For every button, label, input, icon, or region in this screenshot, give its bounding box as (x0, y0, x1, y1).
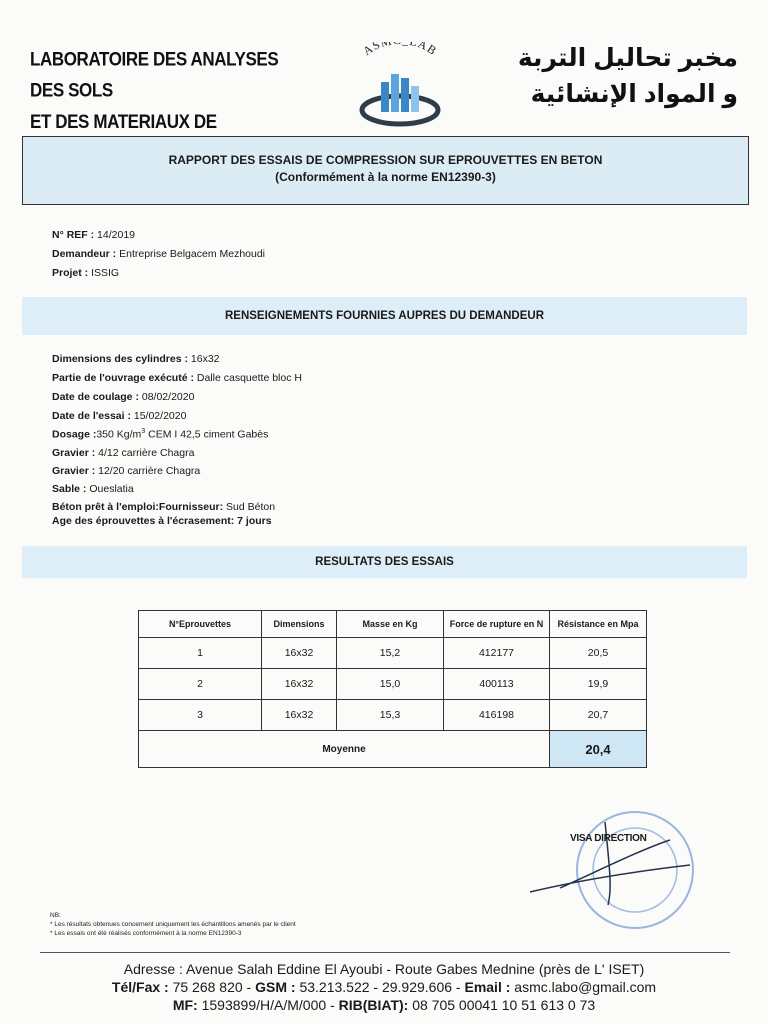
header-dimensions: Dimensions (262, 611, 337, 638)
rib-label: RIB(BIAT): (338, 997, 409, 1013)
visa-direction: VISA DIRECTION (570, 833, 647, 844)
age-label: Age des éprouvettes à l'écrasement: (52, 515, 235, 527)
direction-stamp (520, 810, 720, 940)
age-value: 7 jours (237, 515, 272, 527)
demandeur-label: Demandeur : (52, 248, 117, 260)
rib-value: 08 705 00041 10 51 613 0 73 (412, 997, 596, 1013)
lab-name-ar-line2: و المواد الإنشائية (530, 80, 738, 108)
header-eprouvettes: N°Eprouvettes (139, 611, 262, 638)
cell-force: 416198 (444, 700, 550, 731)
cell-eprouvette: 1 (139, 638, 262, 669)
dimensions-value: 16x32 (190, 353, 220, 365)
email-label: Email : (464, 979, 511, 995)
notes (50, 911, 296, 938)
note-1: * Les résultats obtenues concernent uniquement les échantillons amenés par le client (50, 921, 296, 928)
footer-contact (0, 979, 768, 995)
tel-label: Tél/Fax : (111, 979, 169, 995)
moyenne-value: 20,4 (550, 731, 647, 768)
table-row (139, 700, 647, 731)
table-row (139, 669, 647, 700)
cell-resistance: 20,7 (550, 700, 647, 731)
tel-value: 75 268 820 - (172, 979, 252, 995)
section-results-band (22, 546, 747, 578)
cell-dimensions: 16x32 (262, 669, 337, 700)
cell-dimensions: 16x32 (262, 700, 337, 731)
mf-value: 1593899/H/A/M/000 - (201, 997, 335, 1013)
table-header-row (139, 611, 647, 638)
moyenne-row (139, 731, 647, 768)
footer-bank (0, 997, 768, 1013)
beton-label: Béton prêt à l'emploi:Fournisseur: (52, 501, 224, 513)
email-value: asmc.labo@gmail.com (514, 979, 657, 995)
partie-line (52, 372, 302, 384)
dosage-sup: 3 (141, 428, 146, 435)
report-title-box (22, 136, 749, 205)
age-line (52, 515, 272, 527)
cell-resistance: 20,5 (550, 638, 647, 669)
demandeur-line (52, 248, 265, 260)
ref-value: 14/2019 (97, 229, 136, 241)
gravier2-value: 12/20 carrière Chagra (98, 465, 201, 477)
gravier1-line (52, 447, 194, 459)
sable-line (52, 483, 134, 495)
lab-name-ar (488, 40, 738, 112)
table-row (139, 638, 647, 669)
report-title: RAPPORT DES ESSAIS DE COMPRESSION SUR EPROUVETTES EN BETON (168, 153, 603, 167)
header-resistance: Résistance en Mpa (550, 611, 647, 638)
section-info-title: RENSEIGNEMENTS FOURNIES AUPRES DU DEMANDEUR (224, 310, 545, 322)
partie-value: Dalle casquette bloc H (196, 372, 302, 384)
notes-title: NB: (50, 912, 61, 919)
essai-label: Date de l'essai : (52, 410, 131, 422)
gravier2-line (52, 465, 200, 477)
beton-value: Sud Béton (226, 501, 276, 513)
mf-label: MF: (172, 997, 198, 1013)
cell-eprouvette: 2 (139, 669, 262, 700)
dosage-cement: CEM I 42,5 ciment Gabès (148, 428, 269, 441)
ref-line (52, 229, 135, 241)
gravier1-label: Gravier : (52, 447, 96, 459)
dosage-line (52, 428, 268, 441)
ref-label: N° REF : (52, 229, 95, 241)
coulage-value: 08/02/2020 (141, 391, 195, 403)
essai-value: 15/02/2020 (133, 410, 187, 422)
note-2: * Les essais ont été réalisés conformément à la norme EN12390-3 (50, 930, 242, 937)
gravier2-label: Gravier : (52, 465, 96, 477)
beton-line (52, 501, 275, 513)
coulage-line (52, 391, 194, 403)
dosage-label: Dosage : (52, 428, 97, 441)
results-table (138, 610, 647, 768)
cell-force: 412177 (444, 638, 550, 669)
logo-graphic (345, 42, 455, 132)
essai-line (52, 410, 186, 422)
dimensions-line (52, 353, 220, 365)
partie-label: Partie de l'ouvrage exécuté : (52, 372, 194, 384)
logo-text: AS AB (360, 42, 440, 59)
asmc-lab-logo (345, 42, 455, 132)
cell-eprouvette: 3 (139, 700, 262, 731)
cell-masse: 15,2 (337, 638, 444, 669)
header-force: Force de rupture en N (444, 611, 550, 638)
moyenne-label: Moyenne (139, 731, 550, 768)
projet-line (52, 267, 119, 279)
cell-resistance: 19,9 (550, 669, 647, 700)
sable-label: Sable : (52, 483, 87, 495)
footer-divider (40, 952, 730, 953)
section-info-band (22, 297, 747, 335)
dosage-value: 350 Kg/m (96, 428, 142, 441)
cell-masse: 15,0 (337, 669, 444, 700)
gravier1-value: 4/12 carrière Chagra (98, 447, 195, 459)
cell-dimensions: 16x32 (262, 638, 337, 669)
section-results-title: RESULTATS DES ESSAIS (315, 556, 454, 568)
projet-value: ISSIG (91, 267, 120, 279)
cell-force: 400113 (444, 669, 550, 700)
projet-label: Projet : (52, 267, 89, 279)
lab-name-fr-line1: LABORATOIRE DES ANALYSES DES SOLS (30, 48, 279, 102)
coulage-label: Date de coulage : (52, 391, 139, 403)
gsm-value: 53.213.522 - 29.929.606 - (299, 979, 461, 995)
cell-masse: 15,3 (337, 700, 444, 731)
lab-name-fr-line2: ET DES MATERIAUX DE (30, 111, 217, 133)
lab-name-ar-line1: مخبر تحاليل التربة (517, 44, 738, 72)
gsm-label: GSM : (255, 979, 296, 995)
report-subtitle: (Conformément à la norme EN12390-3) (275, 170, 496, 184)
svg-text:ASMC_LAB (360, 42, 439, 58)
dimensions-label: Dimensions des cylindres : (52, 353, 188, 365)
header-masse: Masse en Kg (337, 611, 444, 638)
sable-value: Oueslatia (89, 483, 134, 495)
stamp-circle-outer (577, 812, 693, 928)
footer-address: Adresse : Avenue Salah Eddine El Ayoubi - Route Gabes Mednine (près de L' ISET) (123, 961, 645, 977)
demandeur-value: Entreprise Belgacem Mezhoudi (119, 248, 266, 260)
